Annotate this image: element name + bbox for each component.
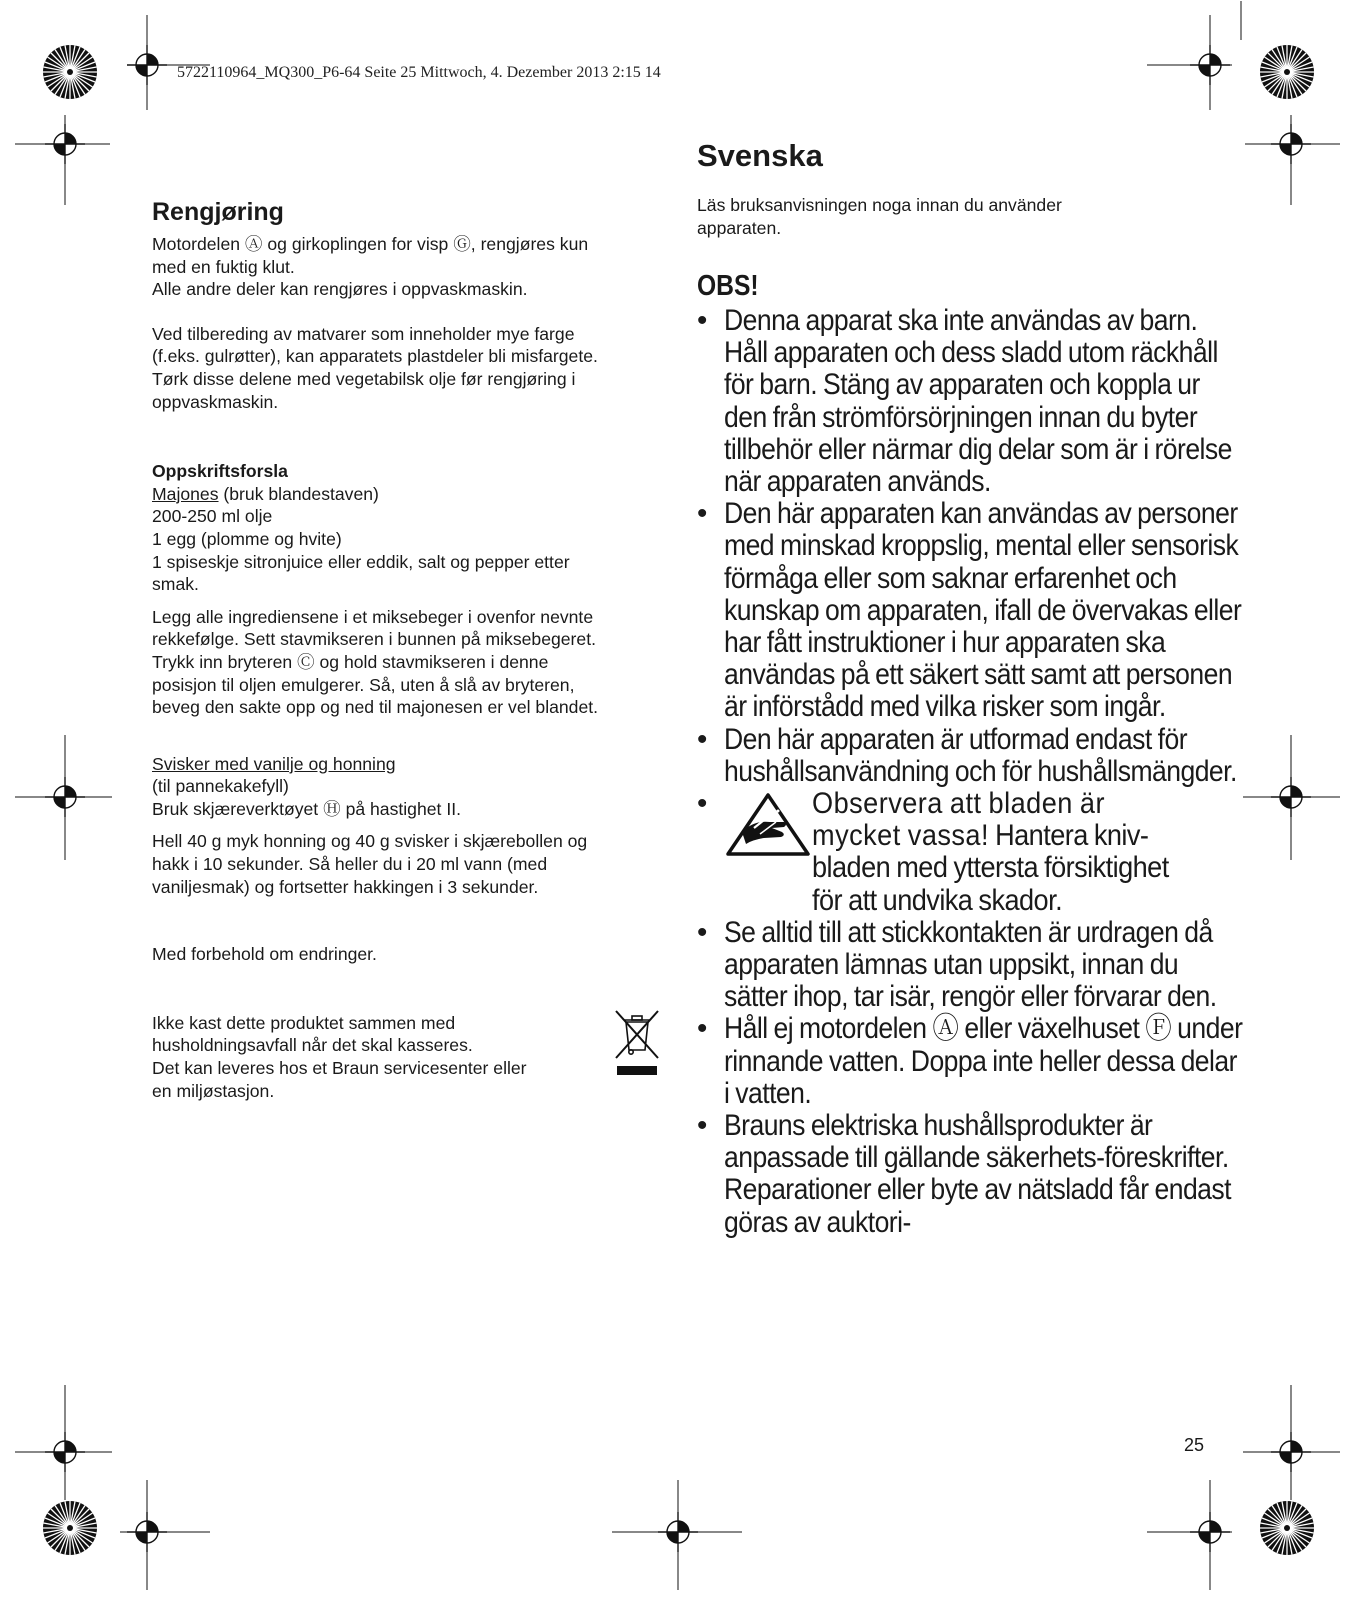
bullet-dot: • (697, 304, 707, 337)
list-item (697, 304, 1232, 499)
disposal-text: Ikke kast dette produktet sammen med husholdningsavfall når det skal kasseres. Det kan leveres hos et Braun servicesenter eller en miljøstasjon. (152, 1012, 527, 1101)
safety-text-repairs: Brauns elektriska hushållsprodukter är anpassade till gällande säkerhets-föreskrifter. Reparationer eller byte av nätsladd får endast göras av auktori- (724, 1109, 1231, 1239)
bullet-dot: • (697, 1012, 707, 1046)
prune-subtitle: (til pannekakefyll) Bruk skjæreverktøyet Ⓗ på hastighet II. (152, 776, 461, 819)
prune-method: Hell 40 g myk honning og 40 g svisker i skjærebollen og hakk i 10 sekunder. Så heller du i 20 ml vann (med vaniljesmak) og fortsetter hakkingen i 3 sekunder. (152, 831, 588, 897)
mayo-ingredients: 200-250 ml olje 1 egg (plomme og hvite) 1 spiseskje sitronjuice eller eddik, salt og pepper etter smak. (152, 506, 570, 595)
sharp-blade-hand-warning-icon (724, 792, 812, 858)
list-item (697, 1012, 1243, 1110)
change-reservation: Med forbehold om endringer. (152, 944, 377, 965)
cleaning-heading: Rengjøring (152, 198, 284, 226)
safety-text-children: Denna apparat ska inte användas av barn. Håll apparaten och dess sladd utom räckhåll för barn. Stäng av apparaten och koppla ur den från strömförsörjningen innan du byter tillbehör eller närmar dig delar som är i rörelse när apparaten används. (724, 304, 1232, 499)
list-item (697, 722, 1237, 788)
mayo-title: Majones (152, 483, 219, 504)
bullet-dot: • (697, 1109, 707, 1143)
cleaning-paragraph-1: Motordelen Ⓐ og girkoplingen for visp Ⓖ, rengjøres kun med en fuktig klut. Alle andre deler kan rengjøres i oppvaskmaskin. (152, 234, 589, 300)
safety-text-household-use: Den här apparaten är utformad endast för hushållsanvändning och för hushållsmängder. (724, 722, 1237, 788)
bullet-dot: • (697, 497, 707, 531)
mayo-title-line (152, 483, 657, 506)
swedish-column (697, 138, 1243, 1239)
intro-line: Läs bruksanvisningen noga innan du använder apparaten. (697, 195, 1062, 238)
list-item (697, 1109, 1231, 1239)
obs-heading: OBS! (697, 270, 759, 302)
mayo-note: (bruk blandestaven) (218, 483, 379, 504)
disposal-notice (152, 1012, 657, 1102)
crossed-out-wheelie-bin-icon (612, 1008, 662, 1078)
bullet-dot: • (697, 722, 707, 756)
norwegian-column (152, 198, 657, 1102)
recipe-heading: Oppskriftsforsla (152, 461, 288, 482)
list-item (697, 788, 1217, 917)
list-item (697, 497, 1242, 724)
blade-warning-text (812, 788, 1185, 917)
blade-warning (724, 788, 1217, 917)
bullet-dot: • (697, 915, 707, 949)
safety-text-water: Håll ej motordelen Ⓐ eller växelhuset Ⓕ under rinnande vatten. Doppa inte heller dessa delar i vatten. (724, 1012, 1243, 1110)
safety-text-unplug: Se alltid till att stickkontakten är urdragen då apparaten lämnas utan uppsikt, innan du sätter ihop, tar isär, rengör eller förvarar den. (724, 915, 1217, 1014)
page-number: 25 (1184, 1435, 1205, 1455)
blade-warning-rest: Hantera kniv-bladen med yttersta försiktighet för att undvika skador. (812, 819, 1169, 917)
safety-list (697, 304, 1243, 1239)
bullet-dot: • (697, 787, 707, 821)
safety-text-reduced-capacity: Den här apparaten kan användas av personer med minskad kroppslig, mental eller sensorisk förmåga eller som saknar erfarenhet och kunskap om apparaten, ifall de övervakas eller har fått instruktioner i hur apparaten ska användas på ett säkert sätt samt att personen är införstådd med vilka risker som ingår. (724, 497, 1242, 724)
blade-warning-emphasis: Observera att bladen är mycket vassa! (812, 787, 1105, 853)
intro-text (697, 194, 1217, 240)
language-heading: Svenska (697, 138, 823, 173)
prune-title: Svisker med vanilje og honning (152, 753, 396, 774)
print-slug: 5722110964_MQ300_P6-64 Seite 25 Mittwoch, 4. Dezember 2013 2:15 14 (177, 64, 661, 81)
mayo-method: Legg alle ingrediensene i et miksebeger i ovenfor nevnte rekkefølge. Sett stavmikseren i bunnen på miksebegeret. Trykk inn bryteren Ⓒ og hold stavmikseren i denne posisjon til oljen emulgerer. Så, uten å slå av bryteren, beveg den sakte opp og ned til majonesen er vel blandet. (152, 606, 599, 718)
cleaning-paragraph-2: Ved tilbereding av matvarer som inneholder mye farge (f.eks. gulrøtter), kan apparatets plastdeler bli misfargete. Tørk disse delene med vegetabilsk olje før rengjøring i oppvaskmaskin. (152, 323, 598, 412)
list-item (697, 917, 1217, 1014)
